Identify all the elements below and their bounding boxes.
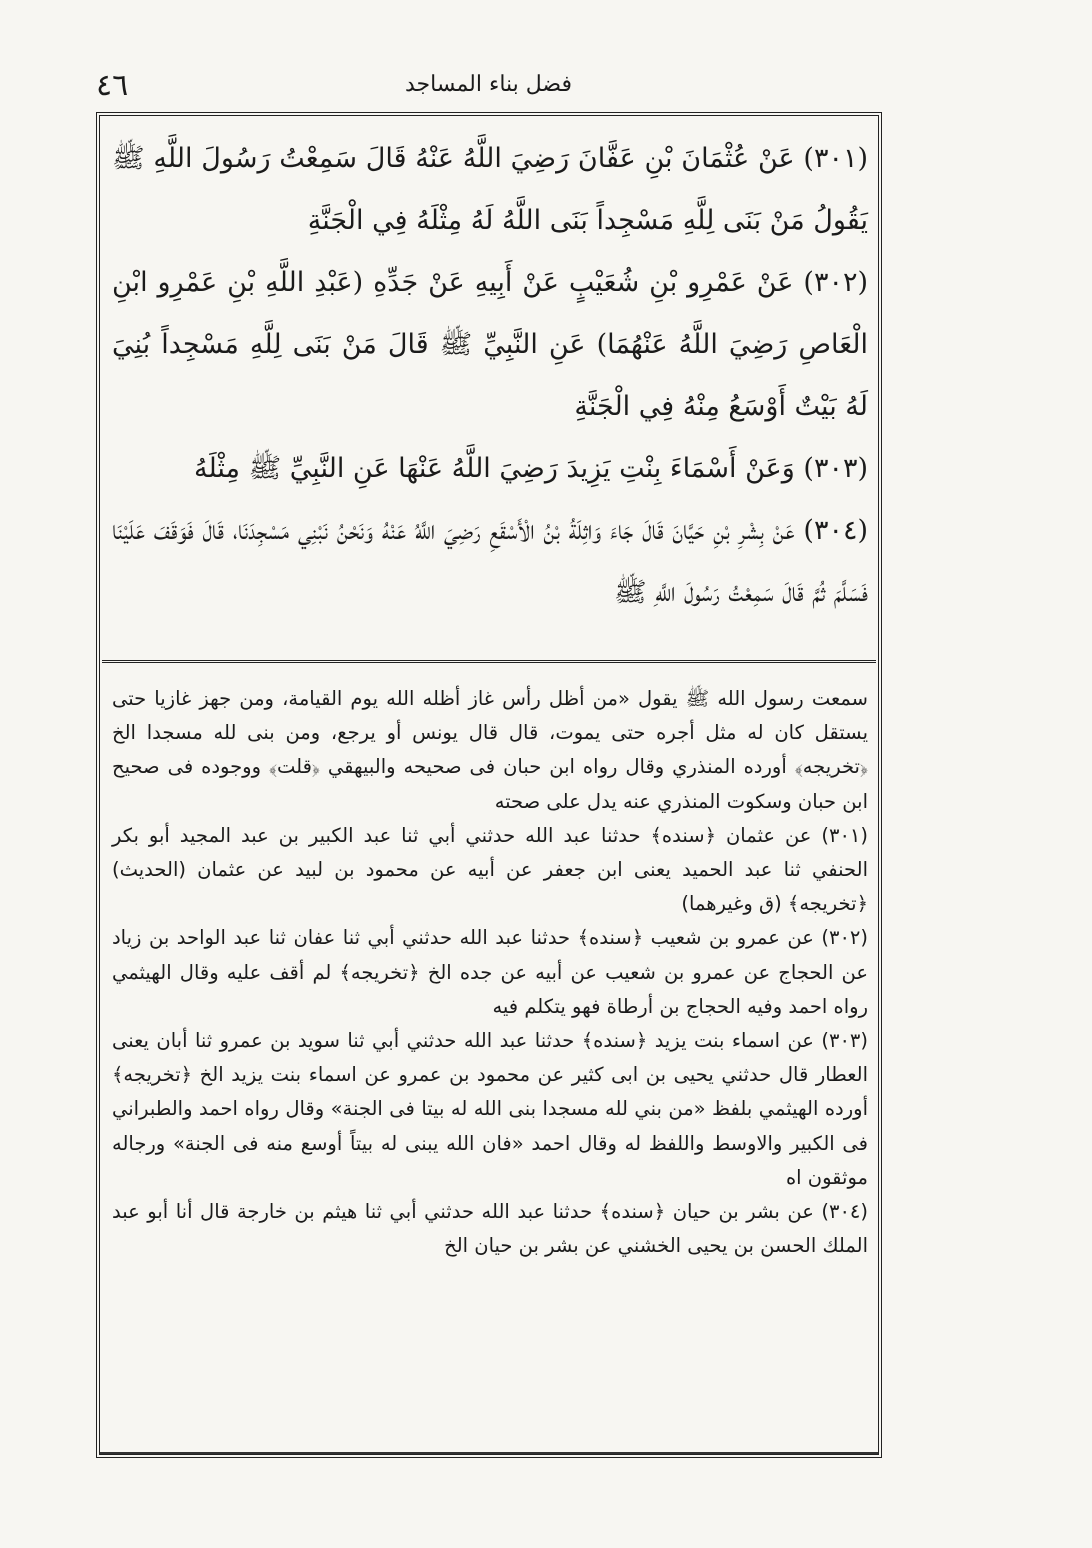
hadith-301: (٣٠١) عَنْ عُثْمَانَ بْنِ عَفَّانَ رَضِيَ اللَّهُ عَنْهُ قَالَ سَمِعْتُ رَسُولَ اللَّهِ ﷺ يَقُولُ مَنْ بَنَى لِلَّهِ مَسْجِداً بَنَى اللَّهُ لَهُ مِثْلَهُ فِي الْجَنَّةِ [112, 143, 868, 236]
hadith-303: (٣٠٣) وَعَنْ أَسْمَاءَ بِنْتِ يَزِيدَ رَضِيَ اللَّهُ عَنْهَا عَنِ النَّبِيِّ ﷺ مِثْلَهُ [193, 453, 868, 484]
bottom-rule [100, 1452, 878, 1454]
commentary-301: (٣٠١) عن عثمان ﴿سنده﴾ حدثنا عبد الله حدثني أبي ثنا عبد الكبير بن عبد المجيد أبو بكر الحنفي ثنا عبد الحميد يعنى ابن جعفر عن أبيه عن محمود بن لبيد عن عثمان (الحديث) ﴿تخريجه﴾ (ق وغيرهما) [112, 823, 868, 916]
commentary-section [112, 682, 868, 1444]
page-header [96, 68, 881, 106]
commentary-303: (٣٠٣) عن اسماء بنت يزيد ﴿سنده﴾ حدثنا عبد الله حدثني أبي ثنا سويد بن عمرو ثنا أبان يعنى العطار قال حدثني يحيى بن ابى كثير عن محمود بن عمرو عن اسماء بنت يزيد الخ ﴿تخريجه﴾ أورده الهيثمي بلفظ «من بني لله مسجدا بنى الله له بيتا فى الجنة» وقال رواه احمد والطبراني فى الكبير والاوسط واللفظ له وقال احمد «فان الله يبنى له بيتاً أوسع منه فى الجنة» ورجاله موثقون اه [112, 1029, 868, 1189]
hadith-304: (٣٠٤) عَنْ بِشْرِ بْنِ حَيَّانَ قَالَ جَاءَ وَاثِلَةُ بْنُ الْأَسْقَعِ رَضِيَ اللَّهُ عَنْهُ وَنَحْنُ نَبْنِي مَسْجِدَنَا، قَالَ فَوَقَفَ عَلَيْنَا فَسَلَّمَ ثُمَّ قَالَ سَمِعْتُ رَسُولَ اللَّهِ ﷺ [112, 515, 868, 608]
running-title: فضل بناء المساجد [404, 72, 573, 97]
section-divider [102, 660, 876, 663]
hadith-302: (٣٠٢) عَنْ عَمْرِو بْنِ شُعَيْبٍ عَنْ أَبِيهِ عَنْ جَدِّهِ (عَبْدِ اللَّهِ بْنِ عَمْرِو ابْنِ الْعَاصِ رَضِيَ اللَّهُ عَنْهُمَا) عَنِ النَّبِيِّ ﷺ قَالَ مَنْ بَنَى لِلَّهِ مَسْجِداً بُنِيَ لَهُ بَيْتٌ أَوْسَعُ مِنْهُ فِي الْجَنَّةِ [112, 267, 868, 422]
page-number: ٤٦ [96, 68, 129, 103]
commentary-continuation: سمعت رسول الله ﷺ يقول «من أظل رأس غاز أظله الله يوم القيامة، ومن جهز غازيا حتى يستقل كان له مثل أجره حتى يموت، قال قال يونس أو يرجع، ومن بنى لله مسجدا الخ ﴿تخريجه﴾ أورده المنذري وقال رواه ابن حبان فى صحيحه والبيهقي ﴿قلت﴾ ووجوده فى صحيح ابن حبان وسكوت المنذري عنه يدل على صحته [112, 687, 868, 813]
commentary-304: (٣٠٤) عن بشر بن حيان ﴿سنده﴾ حدثنا عبد الله حدثني أبي ثنا هيثم بن خارجة قال أنا أبو عبد الملك الحسن بن يحيى الخشني عن بشر بن حيان الخ [112, 1200, 868, 1258]
hadith-text-section [112, 128, 868, 648]
commentary-302: (٣٠٢) عن عمرو بن شعيب ﴿سنده﴾ حدثنا عبد الله حدثني أبي ثنا عفان ثنا عبد الواحد بن زياد عن الحجاج عن عمرو بن شعيب عن أبيه عن جده الخ ﴿تخريجه﴾ لم أقف عليه وقال الهيثمي رواه احمد وفيه الحجاج بن أرطاة فهو يتكلم فيه [112, 926, 868, 1018]
